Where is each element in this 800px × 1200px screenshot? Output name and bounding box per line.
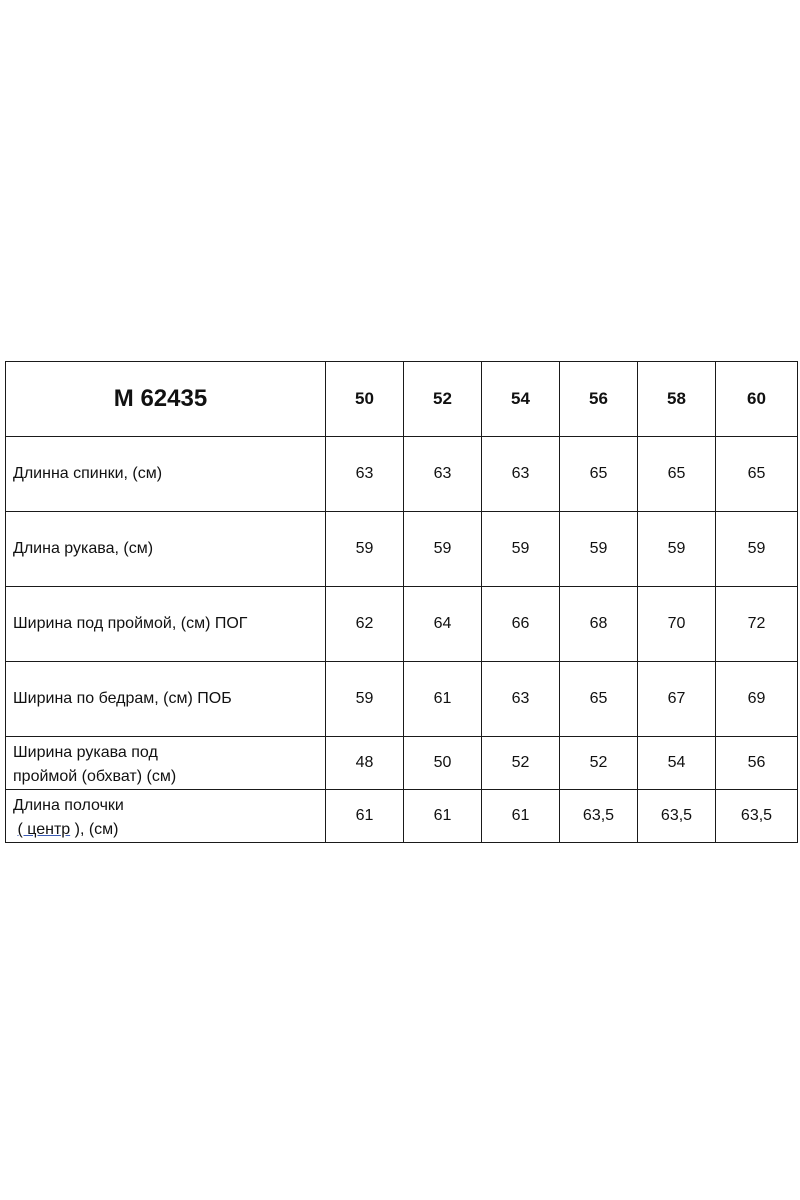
size-header: 60: [716, 362, 798, 437]
value-cell: 63,5: [638, 790, 716, 843]
value-cell: 48: [326, 737, 404, 790]
header-row: [6, 362, 798, 437]
value-cell: 66: [482, 587, 560, 662]
value-cell: 63,5: [716, 790, 798, 843]
value-cell: 70: [638, 587, 716, 662]
row-label: Длина рукава, (см): [6, 512, 326, 587]
value-cell: 65: [560, 662, 638, 737]
value-cell: 59: [482, 512, 560, 587]
table-row: [6, 437, 798, 512]
row-label: Ширина по бедрам, (см) ПОБ: [6, 662, 326, 737]
value-cell: 63: [404, 437, 482, 512]
size-header: 58: [638, 362, 716, 437]
value-cell: 59: [560, 512, 638, 587]
value-cell: 59: [716, 512, 798, 587]
value-cell: 69: [716, 662, 798, 737]
size-header: 52: [404, 362, 482, 437]
row-label: Длина полочки ( центр ), (см): [6, 790, 326, 843]
value-cell: 50: [404, 737, 482, 790]
value-cell: 59: [404, 512, 482, 587]
value-cell: 68: [560, 587, 638, 662]
value-cell: 61: [404, 662, 482, 737]
value-cell: 72: [716, 587, 798, 662]
value-cell: 56: [716, 737, 798, 790]
table-row: [6, 662, 798, 737]
value-cell: 59: [638, 512, 716, 587]
value-cell: 64: [404, 587, 482, 662]
value-cell: 63,5: [560, 790, 638, 843]
size-chart-table: [5, 361, 798, 843]
value-cell: 65: [716, 437, 798, 512]
value-cell: 61: [326, 790, 404, 843]
value-cell: 67: [638, 662, 716, 737]
value-cell: 59: [326, 512, 404, 587]
value-cell: 61: [482, 790, 560, 843]
value-cell: 59: [326, 662, 404, 737]
size-header: 56: [560, 362, 638, 437]
value-cell: 65: [560, 437, 638, 512]
value-cell: 52: [560, 737, 638, 790]
table-row: [6, 790, 798, 843]
model-number: М 62435: [6, 362, 326, 437]
value-cell: 65: [638, 437, 716, 512]
row-label: Ширина рукава под проймой (обхват) (см): [6, 737, 326, 790]
value-cell: 63: [482, 437, 560, 512]
value-cell: 63: [326, 437, 404, 512]
table-row: [6, 512, 798, 587]
value-cell: 62: [326, 587, 404, 662]
table-row: [6, 737, 798, 790]
underlined-text: ( центр: [17, 821, 71, 838]
value-cell: 54: [638, 737, 716, 790]
value-cell: 52: [482, 737, 560, 790]
row-label: Длинна спинки, (см): [6, 437, 326, 512]
size-header: 50: [326, 362, 404, 437]
row-label: Ширина под проймой, (см) ПОГ: [6, 587, 326, 662]
value-cell: 63: [482, 662, 560, 737]
table-row: [6, 587, 798, 662]
value-cell: 61: [404, 790, 482, 843]
size-header: 54: [482, 362, 560, 437]
